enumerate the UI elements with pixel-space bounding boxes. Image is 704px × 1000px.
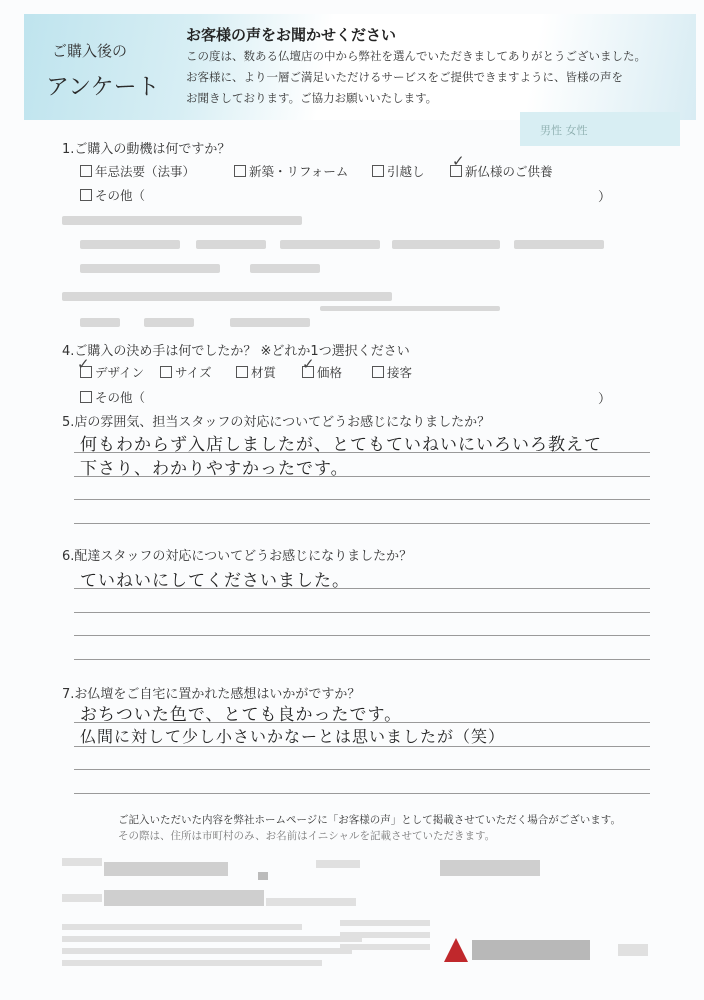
- intro-heading: お客様の声をお聞かせください: [186, 26, 397, 44]
- redacted-info: [62, 960, 322, 966]
- redacted-option: [230, 318, 310, 327]
- redacted-option: [144, 318, 194, 327]
- redacted-info: [62, 936, 362, 942]
- answer-lines: [74, 588, 650, 682]
- redacted-info: [340, 944, 430, 950]
- redacted-option: [250, 264, 320, 273]
- q1-option[interactable]: 新仏様のご供養: [450, 162, 553, 180]
- notice-line: ご記入いただいた内容を弊社ホームページに「お客様の声」として掲載させていただく場合がございます。: [118, 814, 621, 826]
- q7-answer-line: 仏間に対して少し小さいかなーとは思いましたが（笑）: [80, 727, 506, 746]
- redacted-mark: [618, 944, 648, 956]
- redacted-option: [80, 318, 120, 327]
- question-4: 4.ご購入の決め手は何でしたか？ ※どれか1つ選択ください: [62, 344, 410, 359]
- check-mark: ✓: [77, 355, 90, 373]
- title-line-2: アンケート: [46, 74, 160, 100]
- checkbox[interactable]: [80, 165, 92, 177]
- redacted-option: [280, 240, 380, 249]
- company-logo: [444, 936, 594, 966]
- redacted-handwriting: [320, 306, 500, 311]
- logo-wordmark: [472, 940, 590, 960]
- close-paren: ）: [598, 392, 612, 407]
- checkbox[interactable]: [372, 165, 384, 177]
- redacted-option: [80, 264, 220, 273]
- redacted-option: [80, 240, 180, 249]
- survey-title: [36, 30, 196, 116]
- q1-option[interactable]: 年忌法要（法事）: [80, 162, 195, 180]
- redacted-info: [340, 932, 430, 938]
- redacted-mark: [258, 872, 268, 880]
- question-5: 5.店の雰囲気、担当スタッフの対応についてどうお感じになりましたか？: [62, 415, 491, 430]
- redacted-name: [104, 862, 228, 876]
- checkbox[interactable]: [372, 366, 384, 378]
- question-1: 1.ご購入の動機は何ですか？: [62, 142, 231, 157]
- redacted-address: [266, 898, 356, 906]
- q4-option-other[interactable]: その他（: [80, 388, 145, 406]
- q5-answer-line: 何もわからず入店しましたが、とてもていねいにいろいろ教えて: [80, 435, 602, 455]
- redacted-info: [62, 924, 302, 930]
- q1-option-other[interactable]: その他（: [80, 186, 145, 204]
- logo-triangle-icon: [444, 938, 468, 962]
- checkbox[interactable]: [234, 165, 246, 177]
- redacted-question-3: [62, 292, 392, 301]
- stamp-text: 男性 女性: [540, 124, 588, 137]
- q4-option[interactable]: サイズ: [160, 363, 212, 381]
- notice-line: その際は、住所は市町村のみ、お名前はイニシャルを記載させていただきます。: [118, 830, 496, 842]
- check-mark: ✓: [452, 152, 465, 170]
- q7-answer-line: おちついた色で、とても良かったです。: [80, 705, 403, 725]
- redacted-label: [62, 858, 102, 866]
- intro-line: この度は、数ある仏壇店の中から弊社を選んでいただきましてありがとうございました。: [186, 49, 646, 63]
- redacted-option: [392, 240, 500, 249]
- redacted-option: [196, 240, 266, 249]
- q4-option[interactable]: デザイン: [80, 363, 144, 381]
- redacted-address: [104, 890, 264, 906]
- redacted-age: [440, 860, 540, 876]
- checkbox[interactable]: [80, 189, 92, 201]
- intro-line: お聞きしております。ご協力お願いいたします。: [186, 91, 438, 105]
- redacted-info: [340, 920, 430, 926]
- checkbox[interactable]: [160, 366, 172, 378]
- intro-line: お客様に、より一層ご満足いただけるサービスをご提供できますように、皆様の声を: [186, 70, 623, 84]
- question-6: 6.配達スタッフの対応についてどうお感じになりましたか？: [62, 549, 413, 564]
- close-paren: ）: [598, 190, 612, 205]
- redacted-label: [316, 860, 360, 868]
- q1-option[interactable]: 引越し: [372, 162, 425, 180]
- redacted-info: [62, 948, 352, 954]
- gender-stamp: [520, 112, 680, 146]
- redacted-label: [62, 894, 102, 902]
- q4-option[interactable]: 接客: [372, 363, 412, 381]
- redacted-question-2: [62, 216, 302, 225]
- q1-option[interactable]: 新築・リフォーム: [234, 162, 348, 180]
- q5-answer-line: 下さり、わかりやすかったです。: [80, 459, 349, 479]
- checkbox[interactable]: [236, 366, 248, 378]
- intro-text: [186, 46, 686, 109]
- checkbox[interactable]: [80, 391, 92, 403]
- check-mark: ✓: [302, 355, 315, 373]
- redacted-option: [514, 240, 604, 249]
- q4-option[interactable]: 材質: [236, 363, 276, 381]
- q6-answer-line: ていねいにしてくださいました。: [80, 571, 350, 591]
- q4-option[interactable]: 価格: [302, 363, 342, 381]
- title-line-1: ご購入後の: [52, 42, 128, 60]
- question-7: 7.お仏壇をご自宅に置かれた感想はいかがですか？: [62, 687, 361, 702]
